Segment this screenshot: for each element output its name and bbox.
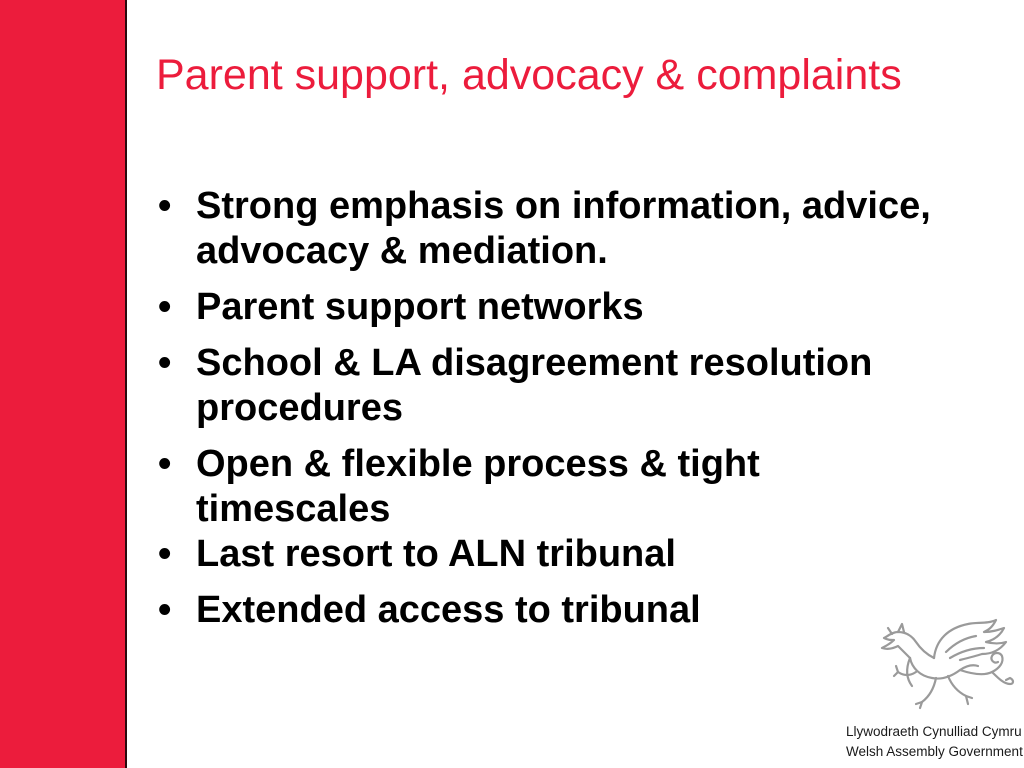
bullet-item	[156, 285, 946, 330]
welsh-assembly-government-logo	[836, 618, 1024, 768]
bullet-text: Strong emphasis on information, advice, advocacy & mediation.	[196, 185, 931, 272]
welsh-dragon-icon	[876, 618, 1016, 716]
bullet-text: Open & flexible process & tight timescales	[196, 443, 760, 530]
bullet-icon: •	[158, 443, 172, 485]
bullet-text: Extended access to tribunal	[196, 589, 701, 631]
bullet-item	[156, 442, 946, 532]
bullet-icon: •	[158, 286, 172, 328]
bullet-list	[156, 184, 946, 644]
bullet-item	[156, 588, 946, 633]
bullet-icon: •	[158, 533, 172, 575]
bullet-icon: •	[158, 185, 172, 227]
bullet-text: Last resort to ALN tribunal	[196, 533, 676, 575]
bullet-item	[156, 184, 946, 274]
accent-sidebar	[0, 0, 127, 768]
bullet-icon: •	[158, 342, 172, 384]
bullet-item	[156, 341, 946, 431]
logo-text	[846, 722, 1024, 762]
bullet-text: School & LA disagreement resolution procedures	[196, 342, 873, 429]
bullet-icon: •	[158, 589, 172, 631]
slide-title: Parent support, advocacy & complaints	[156, 51, 902, 99]
logo-line-welsh: Llywodraeth Cynulliad Cymru	[846, 724, 1022, 739]
bullet-item	[156, 532, 946, 577]
logo-line-english: Welsh Assembly Government	[846, 744, 1023, 759]
bullet-text: Parent support networks	[196, 286, 644, 328]
